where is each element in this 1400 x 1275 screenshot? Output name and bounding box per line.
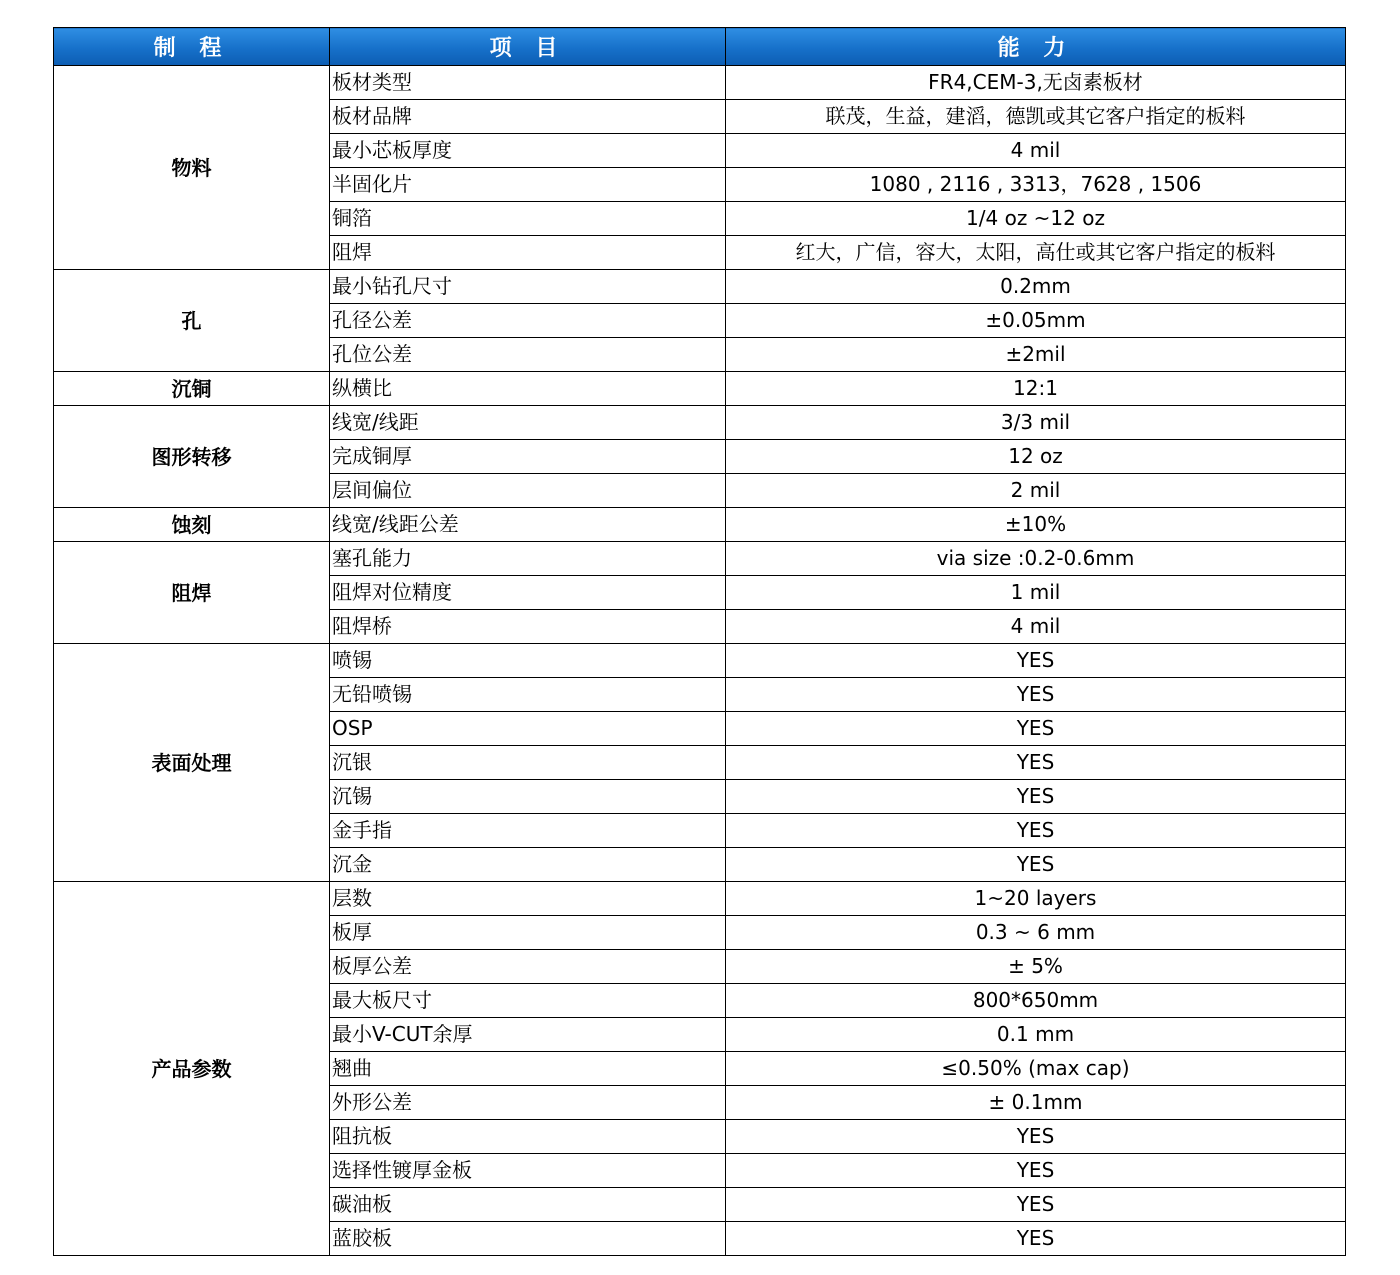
capability-cell: ±0.05mm xyxy=(726,304,1346,338)
item-cell: 翘曲 xyxy=(330,1052,726,1086)
capability-cell: 0.1 mm xyxy=(726,1018,1346,1052)
item-cell: 纵横比 xyxy=(330,372,726,406)
capability-cell: 4 mil xyxy=(726,134,1346,168)
table-row xyxy=(54,372,1346,406)
table-header-row xyxy=(54,28,1346,66)
capability-cell: 2 mil xyxy=(726,474,1346,508)
item-cell: 最小芯板厚度 xyxy=(330,134,726,168)
item-cell: 金手指 xyxy=(330,814,726,848)
capability-cell: via size :0.2-0.6mm xyxy=(726,542,1346,576)
capability-cell: YES xyxy=(726,1222,1346,1256)
item-cell: 板厚公差 xyxy=(330,950,726,984)
table-row xyxy=(54,644,1346,678)
process-cell: 蚀刻 xyxy=(54,508,330,542)
capability-cell: YES xyxy=(726,1154,1346,1188)
process-cell: 产品参数 xyxy=(54,882,330,1256)
capability-table xyxy=(53,27,1346,1256)
item-cell: 层数 xyxy=(330,882,726,916)
item-cell: 沉锡 xyxy=(330,780,726,814)
capability-cell: YES xyxy=(726,678,1346,712)
item-cell: 碳油板 xyxy=(330,1188,726,1222)
item-cell: 无铅喷锡 xyxy=(330,678,726,712)
capability-cell: 1080 , 2116 , 3313，7628 , 1506 xyxy=(726,168,1346,202)
table-row xyxy=(54,270,1346,304)
item-cell: 板材品牌 xyxy=(330,100,726,134)
item-cell: 层间偏位 xyxy=(330,474,726,508)
capability-cell: 4 mil xyxy=(726,610,1346,644)
item-cell: 沉金 xyxy=(330,848,726,882)
process-cell: 阻焊 xyxy=(54,542,330,644)
capability-cell: YES xyxy=(726,746,1346,780)
capability-cell: 联茂，生益，建滔，德凯或其它客户指定的板料 xyxy=(726,100,1346,134)
item-cell: 最大板尺寸 xyxy=(330,984,726,1018)
item-cell: 外形公差 xyxy=(330,1086,726,1120)
item-cell: 选择性镀厚金板 xyxy=(330,1154,726,1188)
capability-cell: 1/4 oz ~12 oz xyxy=(726,202,1346,236)
capability-cell: 3/3 mil xyxy=(726,406,1346,440)
process-cell: 沉铜 xyxy=(54,372,330,406)
item-cell: 蓝胶板 xyxy=(330,1222,726,1256)
capability-cell: ± 0.1mm xyxy=(726,1086,1346,1120)
item-cell: OSP xyxy=(330,712,726,746)
capability-cell: 800*650mm xyxy=(726,984,1346,1018)
item-cell: 完成铜厚 xyxy=(330,440,726,474)
table-row xyxy=(54,542,1346,576)
item-cell: 铜箔 xyxy=(330,202,726,236)
table-body xyxy=(54,66,1346,1256)
capability-cell: ±10% xyxy=(726,508,1346,542)
capability-cell: ± 5% xyxy=(726,950,1346,984)
item-cell: 最小钻孔尺寸 xyxy=(330,270,726,304)
capability-cell: YES xyxy=(726,814,1346,848)
table-row xyxy=(54,406,1346,440)
capability-cell: YES xyxy=(726,1120,1346,1154)
header-item: 项 目 xyxy=(330,28,726,66)
table-row xyxy=(54,508,1346,542)
item-cell: 孔径公差 xyxy=(330,304,726,338)
process-cell: 图形转移 xyxy=(54,406,330,508)
capability-cell: YES xyxy=(726,848,1346,882)
item-cell: 喷锡 xyxy=(330,644,726,678)
item-cell: 沉银 xyxy=(330,746,726,780)
item-cell: 阻焊桥 xyxy=(330,610,726,644)
process-cell: 孔 xyxy=(54,270,330,372)
header-process: 制 程 xyxy=(54,28,330,66)
item-cell: 阻抗板 xyxy=(330,1120,726,1154)
capability-cell: YES xyxy=(726,780,1346,814)
item-cell: 线宽/线距公差 xyxy=(330,508,726,542)
capability-cell: FR4,CEM-3,无卤素板材 xyxy=(726,66,1346,100)
process-cell: 物料 xyxy=(54,66,330,270)
item-cell: 线宽/线距 xyxy=(330,406,726,440)
header-capability: 能 力 xyxy=(726,28,1346,66)
item-cell: 孔位公差 xyxy=(330,338,726,372)
capability-cell: YES xyxy=(726,712,1346,746)
capability-cell: 1 mil xyxy=(726,576,1346,610)
capability-cell: 0.2mm xyxy=(726,270,1346,304)
capability-cell: 红大，广信，容大，太阳，高仕或其它客户指定的板料 xyxy=(726,236,1346,270)
item-cell: 最小V-CUT余厚 xyxy=(330,1018,726,1052)
capability-cell: ±2mil xyxy=(726,338,1346,372)
table-row xyxy=(54,882,1346,916)
item-cell: 半固化片 xyxy=(330,168,726,202)
item-cell: 塞孔能力 xyxy=(330,542,726,576)
table-row xyxy=(54,66,1346,100)
capability-cell: 1~20 layers xyxy=(726,882,1346,916)
process-cell: 表面处理 xyxy=(54,644,330,882)
capability-cell: 0.3 ~ 6 mm xyxy=(726,916,1346,950)
capability-cell: YES xyxy=(726,644,1346,678)
capability-cell: YES xyxy=(726,1188,1346,1222)
item-cell: 板材类型 xyxy=(330,66,726,100)
item-cell: 阻焊 xyxy=(330,236,726,270)
capability-cell: 12 oz xyxy=(726,440,1346,474)
capability-cell: 12:1 xyxy=(726,372,1346,406)
item-cell: 阻焊对位精度 xyxy=(330,576,726,610)
item-cell: 板厚 xyxy=(330,916,726,950)
capability-cell: ≤0.50% (max cap) xyxy=(726,1052,1346,1086)
